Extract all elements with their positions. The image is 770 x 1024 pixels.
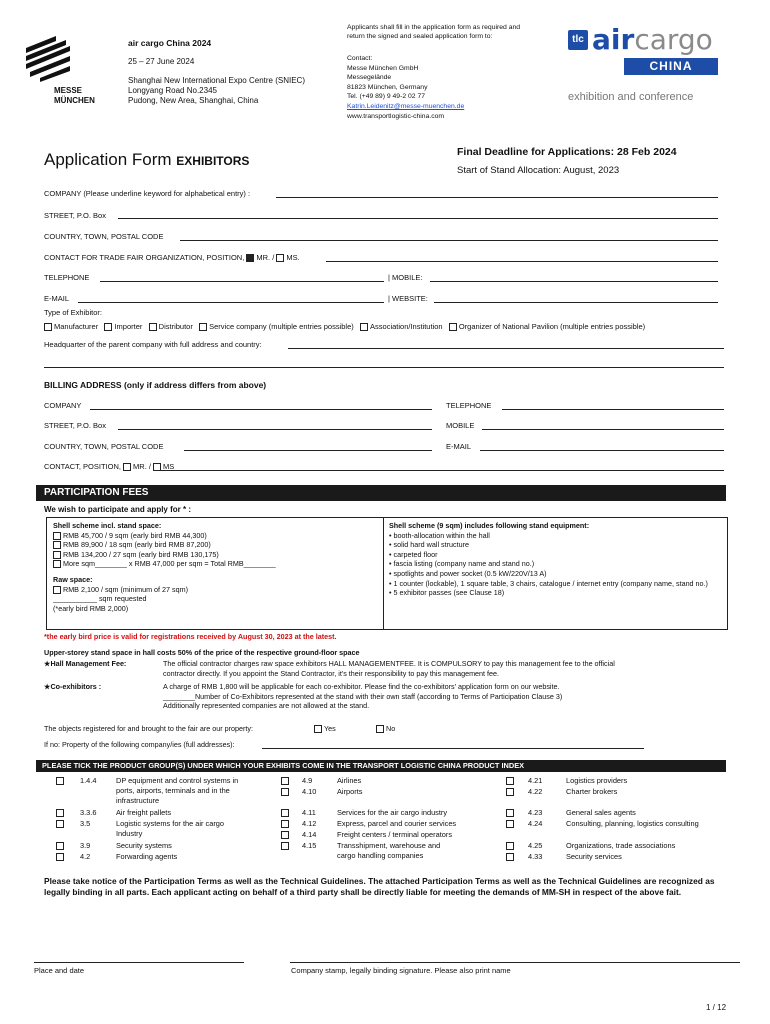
product-label: Services for the air cargo industry [337,808,448,817]
company-label: COMPANY (Please underline keyword for alphabetical entry) : [44,189,251,198]
website-label: | WEBSITE: [388,294,428,303]
telephone-input[interactable] [100,281,384,282]
country-label: COUNTRY, TOWN, POSTAL CODE [44,232,164,241]
if-no-input[interactable] [262,748,644,749]
product-label: Charter brokers [566,787,618,796]
type-checkbox[interactable] [44,323,52,331]
air-cargo-logo: aircargo [592,23,713,56]
billing-mobile-label: MOBILE [446,421,475,430]
mobile-input[interactable] [430,281,718,282]
mr-checkbox[interactable] [246,254,254,262]
fees-box-divider [383,518,384,629]
product-code: 4.14 [302,830,317,839]
shell-options: Shell scheme incl. stand space: RMB 45,700 / 9 sqm (early bird RMB 44,300) RMB 89,900 / 18 sqm (early bird RMB 87,200) RMB 134,200 / 27 sqm (early bird RMB 130,175) More sqm________ x RMB 47,000 per sqm = Total RMB________ Raw space: RMB 2,100 / sqm (minimum of 27 sqm) ___________ sqm requested (*early bird RMB 2,000) [53,521,276,613]
product-label: Logistics providers [566,776,628,785]
type-checkbox[interactable] [449,323,457,331]
product-checkbox[interactable] [281,820,289,828]
page-number: 1 / 12 [706,1003,727,1012]
billing-contact-label: CONTACT, POSITION, MR. / MS [44,462,175,471]
product-checkbox[interactable] [56,842,64,850]
email-input[interactable] [78,302,384,303]
billing-email-input[interactable] [480,450,724,451]
product-code: 4.11 [302,808,316,817]
billing-mobile-input[interactable] [482,429,724,430]
product-code: 4.9 [302,776,313,785]
product-groups-bar: PLEASE TICK THE PRODUCT GROUP(S) UNDER WHICH YOUR EXHIBITS COME IN THE TRANSPORT LOGISTIC CHINA PRODUCT INDEX [36,760,726,772]
yes-checkbox[interactable] [314,725,322,733]
tlc-badge: tlc [568,30,588,50]
deadline: Final Deadline for Applications: 28 Feb 2024 [457,146,677,158]
messe-muenchen-logo-text: MESSE MÜNCHEN [54,86,95,105]
shell-9-checkbox[interactable] [53,532,61,540]
street-label: STREET, P.O. Box [44,211,106,220]
billing-title: BILLING ADDRESS (only if address differs from above) [44,380,267,390]
product-label: Air freight pallets [116,808,172,817]
contact-input[interactable] [326,261,718,262]
product-label: DP equipment and control systems in ports, airports, terminals and in the infrastructure [116,776,239,805]
contact-email-link[interactable]: Katrin.Leidenitz@messe-muenchen.de [347,102,465,110]
billing-email-label: E-MAIL [446,442,472,451]
product-checkbox[interactable] [56,820,64,828]
fees-box [46,517,728,630]
objects-property-label: The objects registered for and brought to the fair are our property: [44,724,253,733]
product-code: 4.2 [80,852,91,861]
raw-space-checkbox[interactable] [53,586,61,594]
signature-input[interactable] [290,962,740,963]
applicants-note: Applicants shall fill in the application form as required and return the signed and sealed application form to: [347,24,521,40]
hmf-label: ★Hall Management Fee: [44,659,127,668]
messe-muenchen-logo-mark [22,34,74,82]
country-input[interactable] [180,240,718,241]
email-label: E-MAIL [44,294,70,303]
billing-country-input[interactable] [184,450,432,451]
venue-address: Shanghai New International Expo Centre (SNIEC) Longyang Road No.2345 Pudong, New Area, Shanghai, China [128,76,305,105]
product-label: General sales agents [566,808,636,817]
ms-checkbox[interactable] [276,254,284,262]
shell-27-checkbox[interactable] [53,551,61,559]
product-code: 4.24 [528,819,543,828]
billing-contact-input[interactable] [158,470,724,471]
billing-street-input[interactable] [118,429,432,430]
product-checkbox[interactable] [281,788,289,796]
product-label: Forwarding agents [116,852,178,861]
billing-street-label: STREET, P.O. Box [44,421,106,430]
no-option: No [376,724,395,734]
product-checkbox[interactable] [506,788,514,796]
event-name: air cargo China 2024 [128,38,212,48]
exhibitor-type-options: Manufacturer Importer Distributor Service company (multiple entries possible) Association/Institution Organizer of National Pavilion (multiple entries possible) [44,322,645,331]
event-dates: 25 – 27 June 2024 [128,57,195,66]
product-code: 4.15 [302,841,317,850]
product-label: Security systems [116,841,172,850]
shell-more-checkbox[interactable] [53,560,61,568]
hq-input-1[interactable] [288,348,724,349]
product-code: 3.3.6 [80,808,97,817]
no-checkbox[interactable] [376,725,384,733]
early-bird-note: *the early bird price is valid for registrations received by August 30, 2023 at the latest. [44,632,337,641]
product-label: Security services [566,852,622,861]
billing-telephone-label: TELEPHONE [446,401,492,410]
place-date-label: Place and date [34,966,85,975]
telephone-label: TELEPHONE [44,273,90,282]
fees-wish: We wish to participate and apply for * : [44,505,191,514]
place-date-input[interactable] [34,962,244,963]
product-label: Consulting, planning, logistics consulting [566,819,699,828]
hq-label: Headquarter of the parent company with full address and country: [44,340,262,349]
yes-option: Yes [314,724,336,734]
product-code: 3.5 [80,819,91,828]
brand-tagline: exhibition and conference [568,91,694,103]
contact-block: Contact: Messe München GmbH Messegelände 81823 München, Germany Tel. (+49 89) 9 49-2 02 77 Katrin.Leidenitz@messe-muenchen.de www.transportlogistic-china.com [347,55,465,120]
company-input[interactable] [276,197,718,198]
billing-country-label: COUNTRY, TOWN, POSTAL CODE [44,442,164,451]
product-checkbox[interactable] [56,809,64,817]
china-badge: CHINA [624,58,718,75]
allocation-start: Start of Stand Allocation: August, 2023 [457,165,620,176]
if-no-label: If no: Property of the following company/ies (full addresses): [44,740,235,749]
product-code: 4.21 [528,776,543,785]
type-checkbox[interactable] [199,323,207,331]
hq-input-2[interactable] [44,367,724,368]
type-checkbox[interactable] [104,323,112,331]
product-code: 4.23 [528,808,543,817]
signature-label: Company stamp, legally binding signature. Please also print name [291,966,511,975]
product-checkbox[interactable] [506,820,514,828]
product-checkbox[interactable] [56,853,64,861]
product-checkbox[interactable] [281,777,289,785]
billing-telephone-input[interactable] [502,409,724,410]
product-code: 4.10 [302,787,317,796]
product-label: Transshipment, warehouse and cargo handling companies [337,841,441,860]
product-checkbox[interactable] [56,777,64,785]
participation-fees-bar: PARTICIPATION FEES [36,485,726,501]
shell-equipment: Shell scheme (9 sqm) includes following stand equipment: • booth-allocation within the hall • solid hard wall structure • carpeted floor • fascia listing (company name and stand no.) • spotlights and power socket (0.5 kW/220V/13 A) • 1 counter (lockable), 1 square table, 3 chairs, catalogue / internet entry (company name, stand no.) • 5 exhibitor passes (see Clause 18) [389,521,708,598]
product-code: 4.33 [528,852,543,861]
product-label: Airports [337,787,363,796]
product-checkbox[interactable] [506,809,514,817]
page-title: Application Form EXHIBITORS [44,150,250,169]
product-label: Airlines [337,776,362,785]
product-code: 4.22 [528,787,543,796]
exhibitor-type-label: Type of Exhibitor: [44,308,102,317]
co-exhibitors-text: A charge of RMB 1,800 will be applicable for each co-exhibitor. Please find the co-exhibitors' application form on our website. ________Number of Co-Exhibitors represented at the stand with their own staff (according to Terms of Participation Clause 3) Additionally represented companies are not allowed at the stand. [163,682,563,711]
product-code: 4.12 [302,819,317,828]
website-input[interactable] [434,302,718,303]
billing-company-input[interactable] [90,409,432,410]
product-code: 3.9 [80,841,91,850]
product-checkbox[interactable] [281,842,289,850]
product-code: 1.4.4 [80,776,97,785]
shell-18-checkbox[interactable] [53,541,61,549]
product-checkbox[interactable] [506,842,514,850]
product-checkbox[interactable] [506,777,514,785]
billing-company-label: COMPANY [44,401,82,410]
product-label: Organizations, trade associations [566,841,676,850]
product-checkbox[interactable] [281,831,289,839]
product-label: Express, parcel and courier services [337,819,457,828]
hmf-text: The official contractor charges raw space exhibitors HALL MANAGEMENTFEE. It is COMPULSORY to pay this management fee to the official contractor directly. If you appoint the Stand Contractor, it's their responsibility to pay this management fee. [163,659,615,678]
type-checkbox[interactable] [149,323,157,331]
legal-notice: Please take notice of the Participation Terms as well as the Technical Guidelines. The attached Participation Terms as well as the Technical Guidelines are recognized as legally binding in all parts. Each applicant acting on behalf of a third party shall be directly liable for meeting the demands of MM-SH in respect of the above fait. [44,876,715,897]
product-code: 4.25 [528,841,543,850]
mobile-label: | MOBILE: [388,273,423,282]
billing-mr-checkbox[interactable] [123,463,131,471]
product-label: Freight centers / terminal operators [337,830,453,839]
street-input[interactable] [118,218,718,219]
upper-storey-note: Upper-storey stand space in hall costs 50% of the price of the respective ground-floor space [44,648,360,657]
product-checkbox[interactable] [281,809,289,817]
contact-label: CONTACT FOR TRADE FAIR ORGANIZATION, POSITION, MR. / MS. [44,253,300,262]
co-exhibitors-label: ★Co-exhibitors : [44,682,102,691]
type-checkbox[interactable] [360,323,368,331]
product-label: Logistic systems for the air cargo Industry [116,819,225,838]
contact-website: www.transportlogistic-china.com [347,112,445,120]
product-checkbox[interactable] [506,853,514,861]
